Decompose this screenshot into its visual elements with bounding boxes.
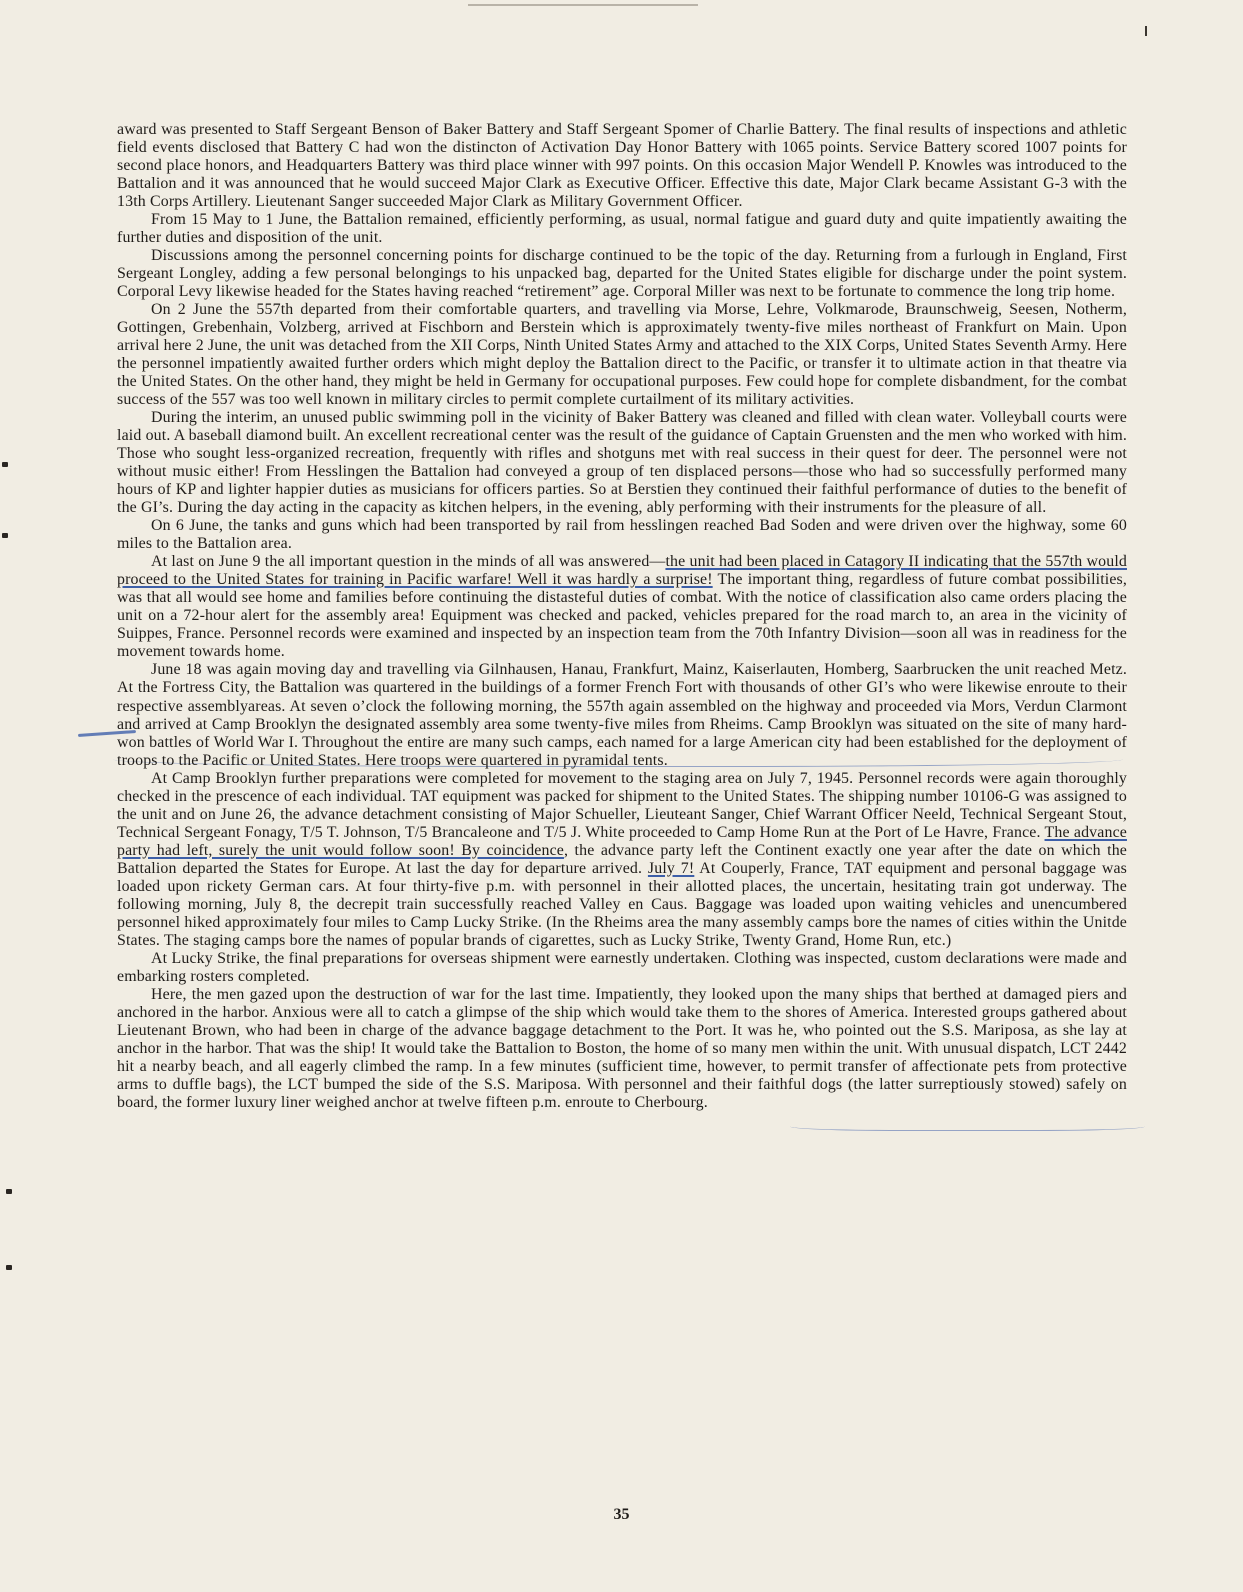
paragraph [117, 770, 1127, 950]
document-body [117, 121, 1127, 1112]
pen-underlined-text: The advance party had left, surely the unit would follow soon! By coincidence [117, 823, 1127, 859]
page-number: 35 [613, 1506, 630, 1523]
paragraph: During the interim, an unused public swimming poll in the vicinity of Baker Battery was cleaned and filled with clean water. Volleyball courts were laid out. A baseball diamond built. An excellent recreational center was the result of the guidance of Captain Gruensten and the men who worked with him. Those who sought less-organized recreation, frequently with rifles and shotguns met with real success in their quest for deer. The personnel were not without music either! From Hesslingen the Battalion had conveyed a group of ten displaced persons—those who had so successfully performed many hours of KP and lighter happier duties as musicians for officers parties. So at Berstien they continued their faithful performance of duties to the benefit of the GI’s. During the day acting in the capacity as kitchen helpers, in the evening, ably performing with their instruments for the pleasure of all. [117, 409, 1127, 517]
paragraph-text: , the advance party left the Continent exactly one year after the date on which the Battalion departed the States for Europe. At last the day for departure arrived. [117, 841, 1127, 877]
paragraph: Discussions among the personnel concerning points for discharge continued to be the topic of the day. Returning from a furlough in England, First Sergeant Longley, adding a few personal belongings to his unpacked bag, departed for the United States eligible for discharge under the point system. Corporal Levy likewise headed for the States having reached “retirement” age. Corporal Miller was next to be fortunate to commence the long trip home. [117, 247, 1127, 301]
paragraph-text: At Couperly, France, TAT equipment and personal baggage was loaded upon rickety German cars. At four thirty-five p.m. with personnel in their allotted places, the uncertain, hesitating train got underway. The following morning, July 8, the decrepit train successfully reached Valley en Caus. Baggage was loaded upon waiting vehicles and unencumbered personnel hiked approximately four miles to Camp Lucky Strike. (In the Rheims area the many assembly camps bore the names of cities within the Unitde States. The staging camps bore the names of popular brands of cigarettes, such as Lucky Strike, Twenty Grand, Home Run, etc.) [117, 859, 1128, 949]
paragraph-text: At Camp Brooklyn further preparations were completed for movement to the staging area on July 7, 1945. Personnel records were again thoroughly checked in the prescence of each individual. TAT equipment was packed for shipment to the United States. The shipping number 10106-G was assigned to the unit and on June 26, the advance detachment consisting of Major Schueller, Lieuteant Sanger, Chief Warrant Officer Neeld, Technical Sergeant Stout, Technical Sergeant Fonagy, T/5 T. Johnson, T/5 Brancaleone and T/5 J. White proceeded to Camp Home Run at the Port of Le Havre, France. [117, 769, 1127, 841]
binder-hole-mark [2, 533, 8, 538]
binder-hole-mark [2, 462, 8, 467]
paragraph-text: The important thing, regardless of future combat possibilities, was that all would see home and families before continuing the distasteful duties of combat. With the notice of classification also came orders placing the unit on a 72-hour alert for the assembly area! Equipment was checked and packed, vehicles prepared for the road march to, an area in the vicinity of Suippes, France. Personnel records were examined and inspected by an inspection team from the 70th Infantry Division—soon all was in readiness for the movement towards home. [117, 571, 1127, 661]
paragraph: From 15 May to 1 June, the Battalion remained, efficiently performing, as usual, normal fatigue and guard duty and quite impatiently awaiting the further duties and disposition of the unit. [117, 211, 1127, 247]
paragraph: June 18 was again moving day and travelling via Gilnhausen, Hanau, Frankfurt, Mainz, Kaiserlauten, Homberg, Saarbrucken the unit reached Metz. At the Fortress City, the Battalion was quartered in the buildings of a former French Fort with thousands of other GI’s who were likewise enroute to their respective assemblyareas. At seven o’clock the following morning, the 557th again assembled on the highway and proceeded via Mors, Verdun Clarmont and arrived at Camp Brooklyn the designated assembly area some twenty-five miles from Rheims. Camp Brooklyn was situated on the site of many hard-won battles of World War I. Throughout the entire are many such camps, each named for a large American city had been established for the deployment of troops to the Pacific or United States. Here troops were quartered in pyramidal tents. [117, 661, 1127, 769]
paragraph: On 6 June, the tanks and guns which had been transported by rail from hesslingen reached Bad Soden and were driven over the highway, some 60 miles to the Battalion area. [117, 517, 1127, 553]
paragraph-text: At last on June 9 the all important question in the minds of all was answered— [151, 553, 666, 571]
pen-underlined-text: July 7! [647, 859, 695, 877]
paragraph: On 2 June the 557th departed from their comfortable quarters, and travelling via Morse, Lehre, Volkmarode, Braunschweig, Seesen, Notherm, Gottingen, Grebenhain, Volzberg, arrived at Fischborn and Berstein which is approximately twenty-five miles northeast of Frankfurt on Main. Upon arrival here 2 June, the unit was detached from the XII Corps, Ninth United States Army and attached to the XIX Corps, United States Seventh Army. Here the personnel impatiently awaited further orders which might deploy the Battalion direct to the Pacific, or transfer it to ultimate action in that theatre via the United States. On the other hand, they might be held in Germany for occupational purposes. Few could hope for complete disbandment, for the combat success of the 557 was too well known in military circles to permit complete curtailment of its military activities. [117, 301, 1127, 409]
paragraph: Here, the men gazed upon the destruction of war for the last time. Impatiently, they looked upon the many ships that berthed at damaged piers and anchored in the harbor. Anxious were all to catch a glimpse of the ship which would take them to the shores of America. Interested groups gathered about Lieutenant Brown, who had been in charge of the advance baggage detachment to the Port. It was he, who pointed out the S.S. Mariposa, as she lay at anchor in the harbor. That was the ship! It would take the Battalion to Boston, the home of so many men within the unit. With unusual dispatch, LCT 2442 hit a nearby beach, and all eagerly climbed the ramp. In a few minutes (sufficient time, however, to permit transfer of affectionate pets from protective arms to duffle bags), the LCT bumped the side of the S.S. Mariposa. With personnel and their faithful dogs (the latter surreptiously stowed) safely on board, the former luxury liner weighed anchor at twelve fifteen p.m. enroute to Cherbourg. [117, 985, 1127, 1111]
pen-underlined-text: the unit had been placed in Catagory II indicating that the 557th would proceed to the United States for training in Pacific warfare! Well it was hardly a surprise! [117, 553, 1127, 589]
paragraph: At Lucky Strike, the final preparations for overseas shipment were earnestly undertaken. Clothing was inspected, custom declarations were made and embarking rosters completed. [117, 949, 1127, 985]
binder-hole-mark [6, 1189, 12, 1194]
paragraph: award was presented to Staff Sergeant Benson of Baker Battery and Staff Sergeant Spomer of Charlie Battery. The final results of inspections and athletic field events disclosed that Battery C had won the distincton of Activation Day Honor Battery with 1065 points. Service Battery scored 1007 points for second place honors, and Headquarters Battery was third place winner with 997 points. On this occasion Major Wendell P. Knowles was introduced to the Battalion and it was announced that he would succeed Major Clark as Executive Officer. Effective this date, Major Clark became Assistant G-3 with the 13th Corps Artillery. Lieutenant Sanger succeeded Major Clark as Military Government Officer. [117, 121, 1127, 211]
pen-underline-curve [790, 1116, 1145, 1131]
binder-hole-mark [6, 1265, 12, 1270]
paragraph [117, 553, 1127, 661]
top-edge-mark [468, 4, 698, 6]
corner-tick-mark [1145, 26, 1147, 36]
